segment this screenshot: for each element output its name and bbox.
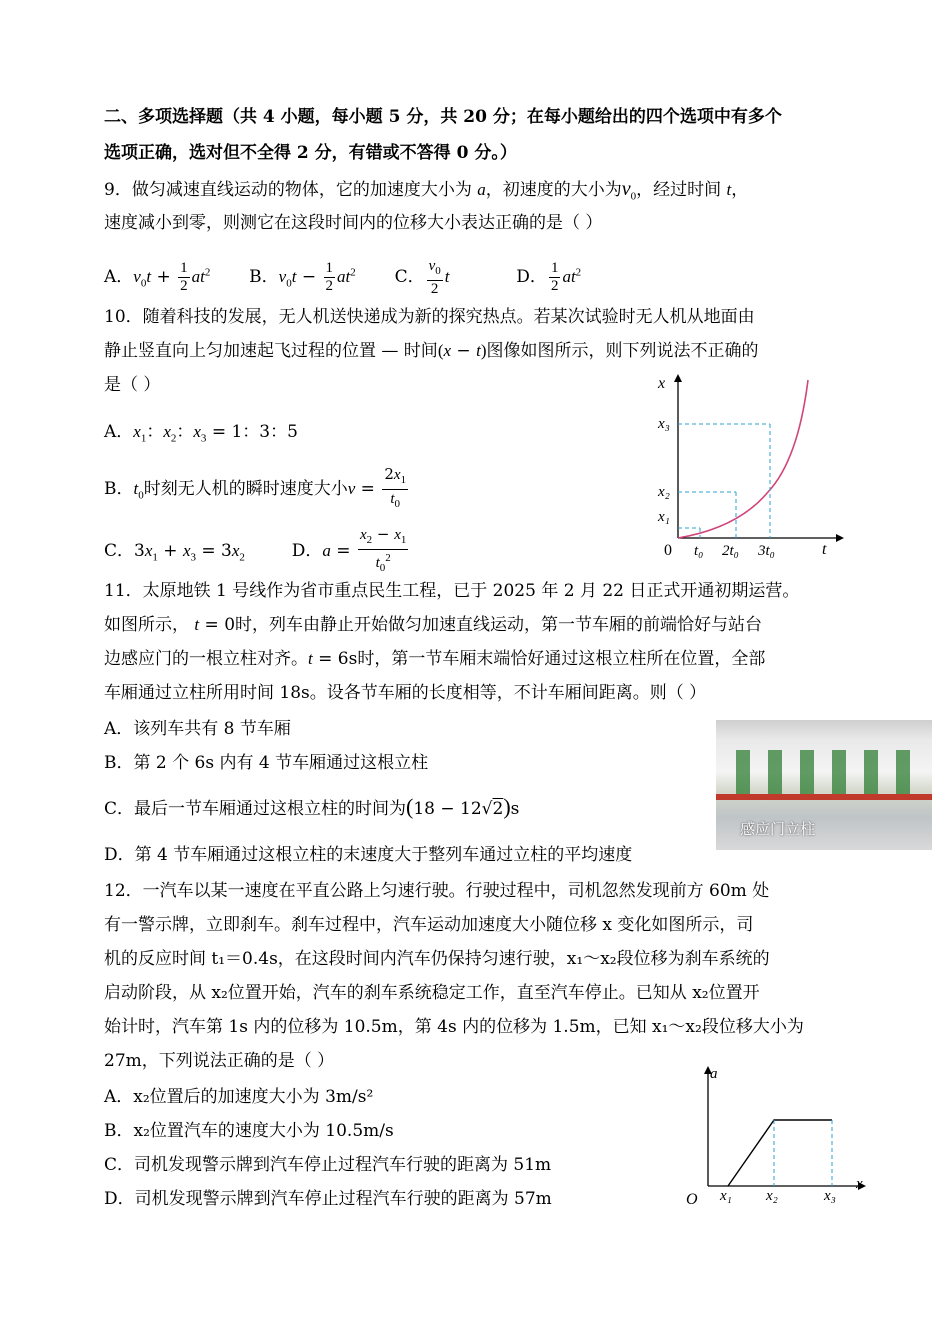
q12-option-a[interactable]: A．x₂位置后的加速度大小为 3m/s²	[104, 1087, 374, 1107]
q10-xt-graph	[650, 368, 850, 560]
photo-caption: 感应门立柱	[740, 820, 816, 838]
q10-curve	[678, 380, 808, 538]
q12-line5: 始计时，汽车第 1s 内的位移为 10.5m，第 4s 内的位移为 1.5m，已知 x₁～x₂段位移大小为	[104, 1017, 804, 1037]
q12-ax-graph	[680, 1062, 870, 1212]
q12-tick-x1: x₁	[720, 1188, 732, 1204]
q10-options-cd	[104, 525, 410, 574]
q10-option-c[interactable]: C．$3x_1 + x_3 = 3x_2$	[104, 541, 245, 564]
q10-option-d[interactable]: D．a = $\frac{x_2 - x_1}{t_0^2}$	[291, 525, 407, 574]
q10-option-a[interactable]: A．$x_1$：$x_2$：$x_3 = 1$：3：5	[104, 422, 298, 445]
q12-option-c[interactable]: C．司机发现警示牌到汽车停止过程汽车行驶的距离为 51m	[104, 1155, 552, 1175]
q9-options	[104, 252, 582, 297]
q9-option-b[interactable]: B．$v_0t$ − $\frac{1}{2}$ $at^2$	[249, 259, 356, 294]
q11-option-c[interactable]: C．最后一节车厢通过这根立柱的时间为(18 − 12√2)s	[104, 794, 520, 819]
q9-option-c[interactable]: C． $\frac{v_0}{2}$ t	[394, 257, 450, 297]
q10-tick-y2: x₂	[658, 484, 670, 500]
q10-origin-label: 0	[664, 542, 672, 559]
q10-line1: 10．随着科技的发展，无人机送快递成为新的探究热点。若某次试验时无人机从地面由	[104, 307, 755, 327]
q11-line1: 11．太原地铁 1 号线作为省市重点民生工程，已于 2025 年 2 月 22 日正式开通初期运营。	[104, 581, 800, 601]
q9-line1: 9．做匀减速直线运动的物体，它的加速度大小为 a，初速度的大小为$v_0$，经过时间 t，	[104, 178, 749, 203]
q12-line6: 27m，下列说法正确的是（ ）	[104, 1051, 335, 1071]
q12-tick-x3: x₃	[824, 1188, 836, 1204]
q9-option-a[interactable]: A．$v_0t$ + $\frac{1}{2}$ $at^2$	[104, 259, 211, 294]
q12-axis-x-label: x	[856, 1176, 863, 1192]
q10-line2: 静止竖直向上匀加速起飞过程的位置 — 时间(x − t)图像如图所示，则下列说法不正确的	[104, 341, 759, 361]
q10-tick-x3: 3t₀	[758, 543, 775, 559]
q12-tick-x2: x₂	[766, 1188, 778, 1204]
q10-tick-y3: x₃	[658, 416, 670, 432]
q10-axis-t-label: t	[822, 541, 827, 558]
q11-option-d[interactable]: D．第 4 节车厢通过这根立柱的末速度大于整列车通过立柱的平均速度	[104, 845, 633, 865]
q11-line4: 车厢通过立柱所用时间 18s。设各节车厢的长度相等，不计车厢间距离。则（ ）	[104, 683, 707, 703]
subway-platform-photo	[716, 720, 932, 850]
section-heading-line1: 二、多项选择题（共 4 小题，每小题 5 分，共 20 分；在每小题给出的四个选项中有多个	[104, 107, 782, 127]
q12-option-d[interactable]: D．司机发现警示牌到汽车停止过程汽车行驶的距离为 57m	[104, 1189, 552, 1209]
section-heading-line2: 选项正确，选对但不全得 2 分，有错或不答得 0 分。）	[104, 143, 517, 163]
q10-axis-x-label: x	[658, 375, 666, 392]
q11-line2: 如图所示， t = 0时，列车由静止开始做匀加速直线运动，第一节车厢的前端恰好与站台	[104, 615, 763, 635]
q12-origin-label: O	[686, 1191, 698, 1208]
q12-line3: 机的反应时间 t₁＝0.4s，在这段时间内汽车仍保持匀速行驶，x₁～x₂段位移为刹车系统的	[104, 949, 770, 969]
q10-tick-x1: t₀	[694, 543, 704, 559]
q12-axis-a-label: a	[710, 1066, 718, 1082]
q10-tick-x2: 2t₀	[722, 543, 739, 559]
q12-line2: 有一警示牌，立即刹车。刹车过程中，汽车运动加速度大小随位移 x 变化如图所示，司	[104, 915, 754, 935]
q10-tick-y1: x₁	[658, 509, 670, 525]
q10-option-b[interactable]: B．$t_0$时刻无人机的瞬时速度大小v = $\frac{2x_1}{t_0}$	[104, 465, 407, 510]
q12-option-b[interactable]: B．x₂位置汽车的速度大小为 10.5m/s	[104, 1121, 394, 1141]
q9-line2: 速度减小到零，则测它在这段时间内的位移大小表达正确的是（ ）	[104, 213, 603, 233]
q11-option-b[interactable]: B．第 2 个 6s 内有 4 节车厢通过这根立柱	[104, 753, 429, 773]
q12-line1: 12．一汽车以某一速度在平直公路上匀速行驶。行驶过程中，司机忽然发现前方 60m 处	[104, 881, 770, 901]
q10-line3: 是（ ）	[104, 375, 161, 395]
q12-graph-line	[728, 1120, 832, 1186]
q11-line3: 边感应门的一根立柱对齐。t = 6s时，第一节车厢末端恰好通过这根立柱所在位置，全部	[104, 649, 766, 669]
q11-option-a[interactable]: A．该列车共有 8 节车厢	[104, 719, 291, 739]
q12-line4: 启动阶段，从 x₂位置开始，汽车的刹车系统稳定工作，直至汽车停止。已知从 x₂位置开	[104, 983, 760, 1003]
q9-option-d[interactable]: D． $\frac{1}{2}$ $at^2$	[516, 259, 582, 294]
